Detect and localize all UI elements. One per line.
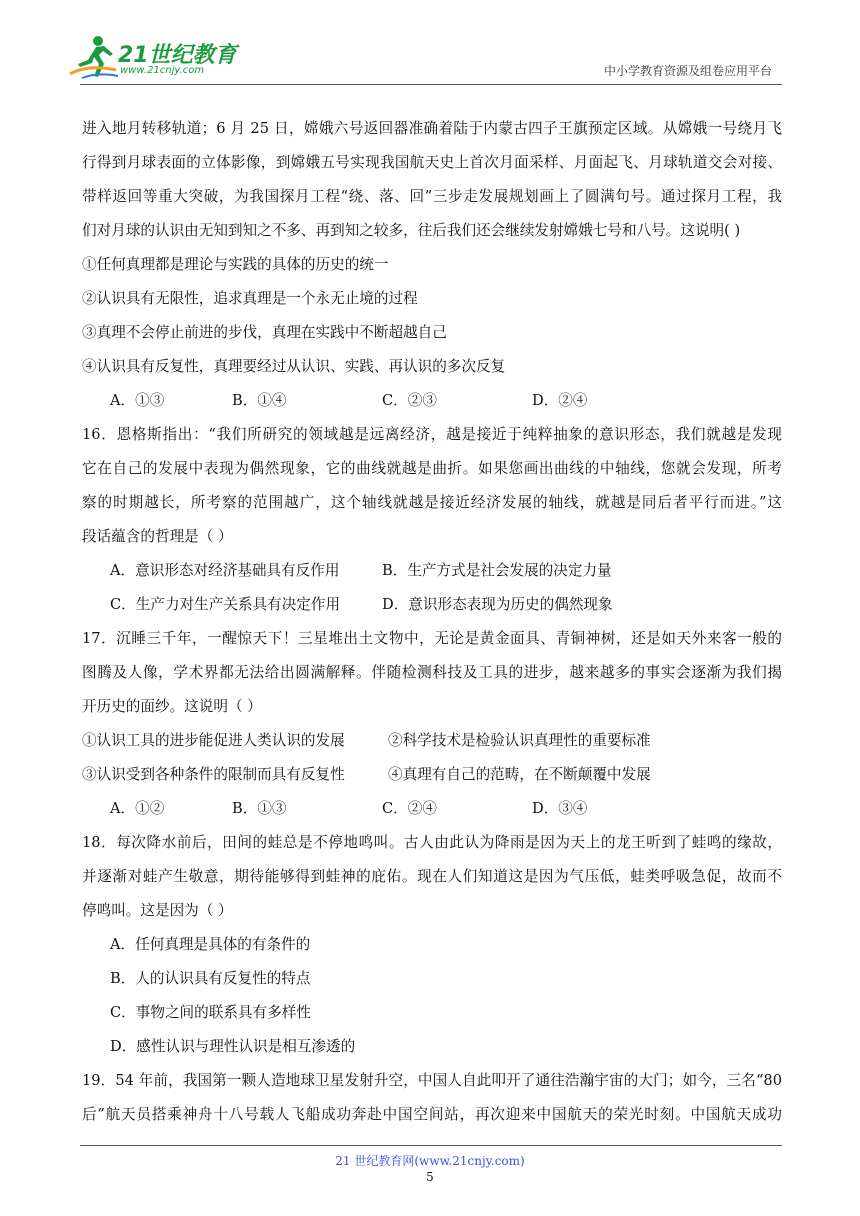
statement-3: ③真理不会停止前进的步伐，真理在实践中不断超越自己 xyxy=(82,324,447,341)
runner-icon xyxy=(68,34,120,80)
option-a: A．①③ xyxy=(110,392,165,409)
document-body xyxy=(82,112,782,1132)
footer-site-link[interactable]: 21 世纪教育网(www.21cnjy.com) xyxy=(335,1154,525,1168)
statement-1: ①认识工具的进步能促进人类认识的发展 xyxy=(82,732,345,749)
option-d: D．③④ xyxy=(532,800,588,817)
q17-line: 开历史的面纱。这说明（ ） xyxy=(82,698,262,715)
q17-line: 17．沉睡三千年，一醒惊天下！三星堆出土文物中，无论是黄金面具、青铜神树，还是如天外来客一般的 xyxy=(82,630,782,647)
options-row xyxy=(82,554,782,588)
option-d: D．意识形态表现为历史的偶然现象 xyxy=(382,596,613,613)
statement-4: ④认识具有反复性，真理要经过从认识、实践、再认识的多次反复 xyxy=(82,358,506,375)
statement-4: ④真理有自己的范畴，在不断颠覆中发展 xyxy=(388,766,651,783)
q19-line: 后”航天员搭乘神舟十八号载人飞船成功奔赴中国空间站，再次迎来中国航天的荣光时刻。中国航天成功 xyxy=(82,1106,782,1123)
option-b: B．人的认识具有反复性的特点 xyxy=(110,970,311,987)
q18-line: 停鸣叫。这是因为（ ） xyxy=(82,902,233,919)
options-row xyxy=(82,792,782,826)
option-b: B．①④ xyxy=(232,392,287,409)
statement-2: ②认识具有无限性，追求真理是一个永无止境的过程 xyxy=(82,290,418,307)
option-b: B．生产方式是社会发展的决定力量 xyxy=(382,562,612,579)
q16-line: 段话蕴含的哲理是（ ） xyxy=(82,528,233,545)
page-number: 5 xyxy=(426,1170,434,1184)
q16-line: 16．恩格斯指出：“我们所研究的领域越是远离经济，越是接近于纯粹抽象的意识形态，我们就越是发现 xyxy=(82,426,782,443)
statement-2: ②科学技术是检验认识真理性的重要标准 xyxy=(388,732,651,749)
q16-line: 它在自己的发展中表现为偶然现象，它的曲线就越是曲折。如果您画出曲线的中轴线，您就会发现，所考 xyxy=(82,460,782,477)
q16-line: 察的时期越长，所考察的范围越广，这个轴线就越是接近经济发展的轴线，就越是同后者平行而进。”这 xyxy=(82,494,782,511)
option-b: B．①③ xyxy=(232,800,287,817)
platform-label: 中小学教育资源及组卷应用平台 xyxy=(603,64,772,78)
text-line: 进入地月转移轨道；6 月 25 日，嫦娥六号返回器准确着陆于内蒙古四子王旗预定区域。从嫦娥一号绕月飞 xyxy=(82,120,782,137)
option-a: A．意识形态对经济基础具有反作用 xyxy=(110,562,340,579)
option-d: D．感性认识与理性认识是相互渗透的 xyxy=(110,1038,356,1055)
text-line: 行得到月球表面的立体影像，到嫦娥五号实现我国航天史上首次月面采样、月面起飞、月球轨道交会对接、 xyxy=(82,154,782,171)
option-a: A．任何真理是具体的有条件的 xyxy=(110,936,311,953)
options-row xyxy=(82,384,782,418)
statements-row xyxy=(82,758,782,792)
q17-line: 图腾及人像，学术界都无法给出圆满解释。伴随检测科技及工具的进步，越来越多的事实会逐渐为我们揭 xyxy=(82,664,782,681)
text-line: 们对月球的认识由无知到知之不多、再到知之较多，往后我们还会继续发射嫦娥七号和八号。这说明( ) xyxy=(82,222,741,239)
logo-text: 21世纪教育 xyxy=(118,43,237,68)
option-a: A．①② xyxy=(110,800,165,817)
logo-url: www.21cnjy.com xyxy=(120,65,205,76)
statement-3: ③认识受到各种条件的限制而具有反复性 xyxy=(82,766,345,783)
text-line: 带样返回等重大突破，为我国探月工程“绕、落、回”三步走发展规划画上了圆满句号。通过探月工程，我 xyxy=(82,188,782,205)
statement-1: ①任何真理都是理论与实践的具体的历史的统一 xyxy=(82,256,389,273)
logo xyxy=(68,34,238,84)
statements-row xyxy=(82,724,782,758)
header-divider xyxy=(80,84,782,85)
footer-divider xyxy=(80,1145,782,1146)
q19-line: 19．54 年前，我国第一颗人造地球卫星发射升空，中国人自此叩开了通往浩瀚宇宙的大门；如今，三名“80 xyxy=(82,1072,782,1089)
option-d: D．②④ xyxy=(532,392,588,409)
option-c: C．事物之间的联系具有多样性 xyxy=(110,1004,311,1021)
q18-line: 并逐渐对蛙产生敬意，期待能够得到蛙神的庇佑。现在人们知道这是因为气压低，蛙类呼吸急促，故而不 xyxy=(82,868,782,885)
page-header xyxy=(0,0,860,90)
option-c: C．②③ xyxy=(382,392,437,409)
option-c: C．②④ xyxy=(382,800,437,817)
options-row xyxy=(82,588,782,622)
option-c: C．生产力对生产关系具有决定作用 xyxy=(110,596,341,613)
q18-line: 18．每次降水前后，田间的蛙总是不停地鸣叫。古人由此认为降雨是因为天上的龙王听到了蛙鸣的缘故， xyxy=(82,834,782,851)
